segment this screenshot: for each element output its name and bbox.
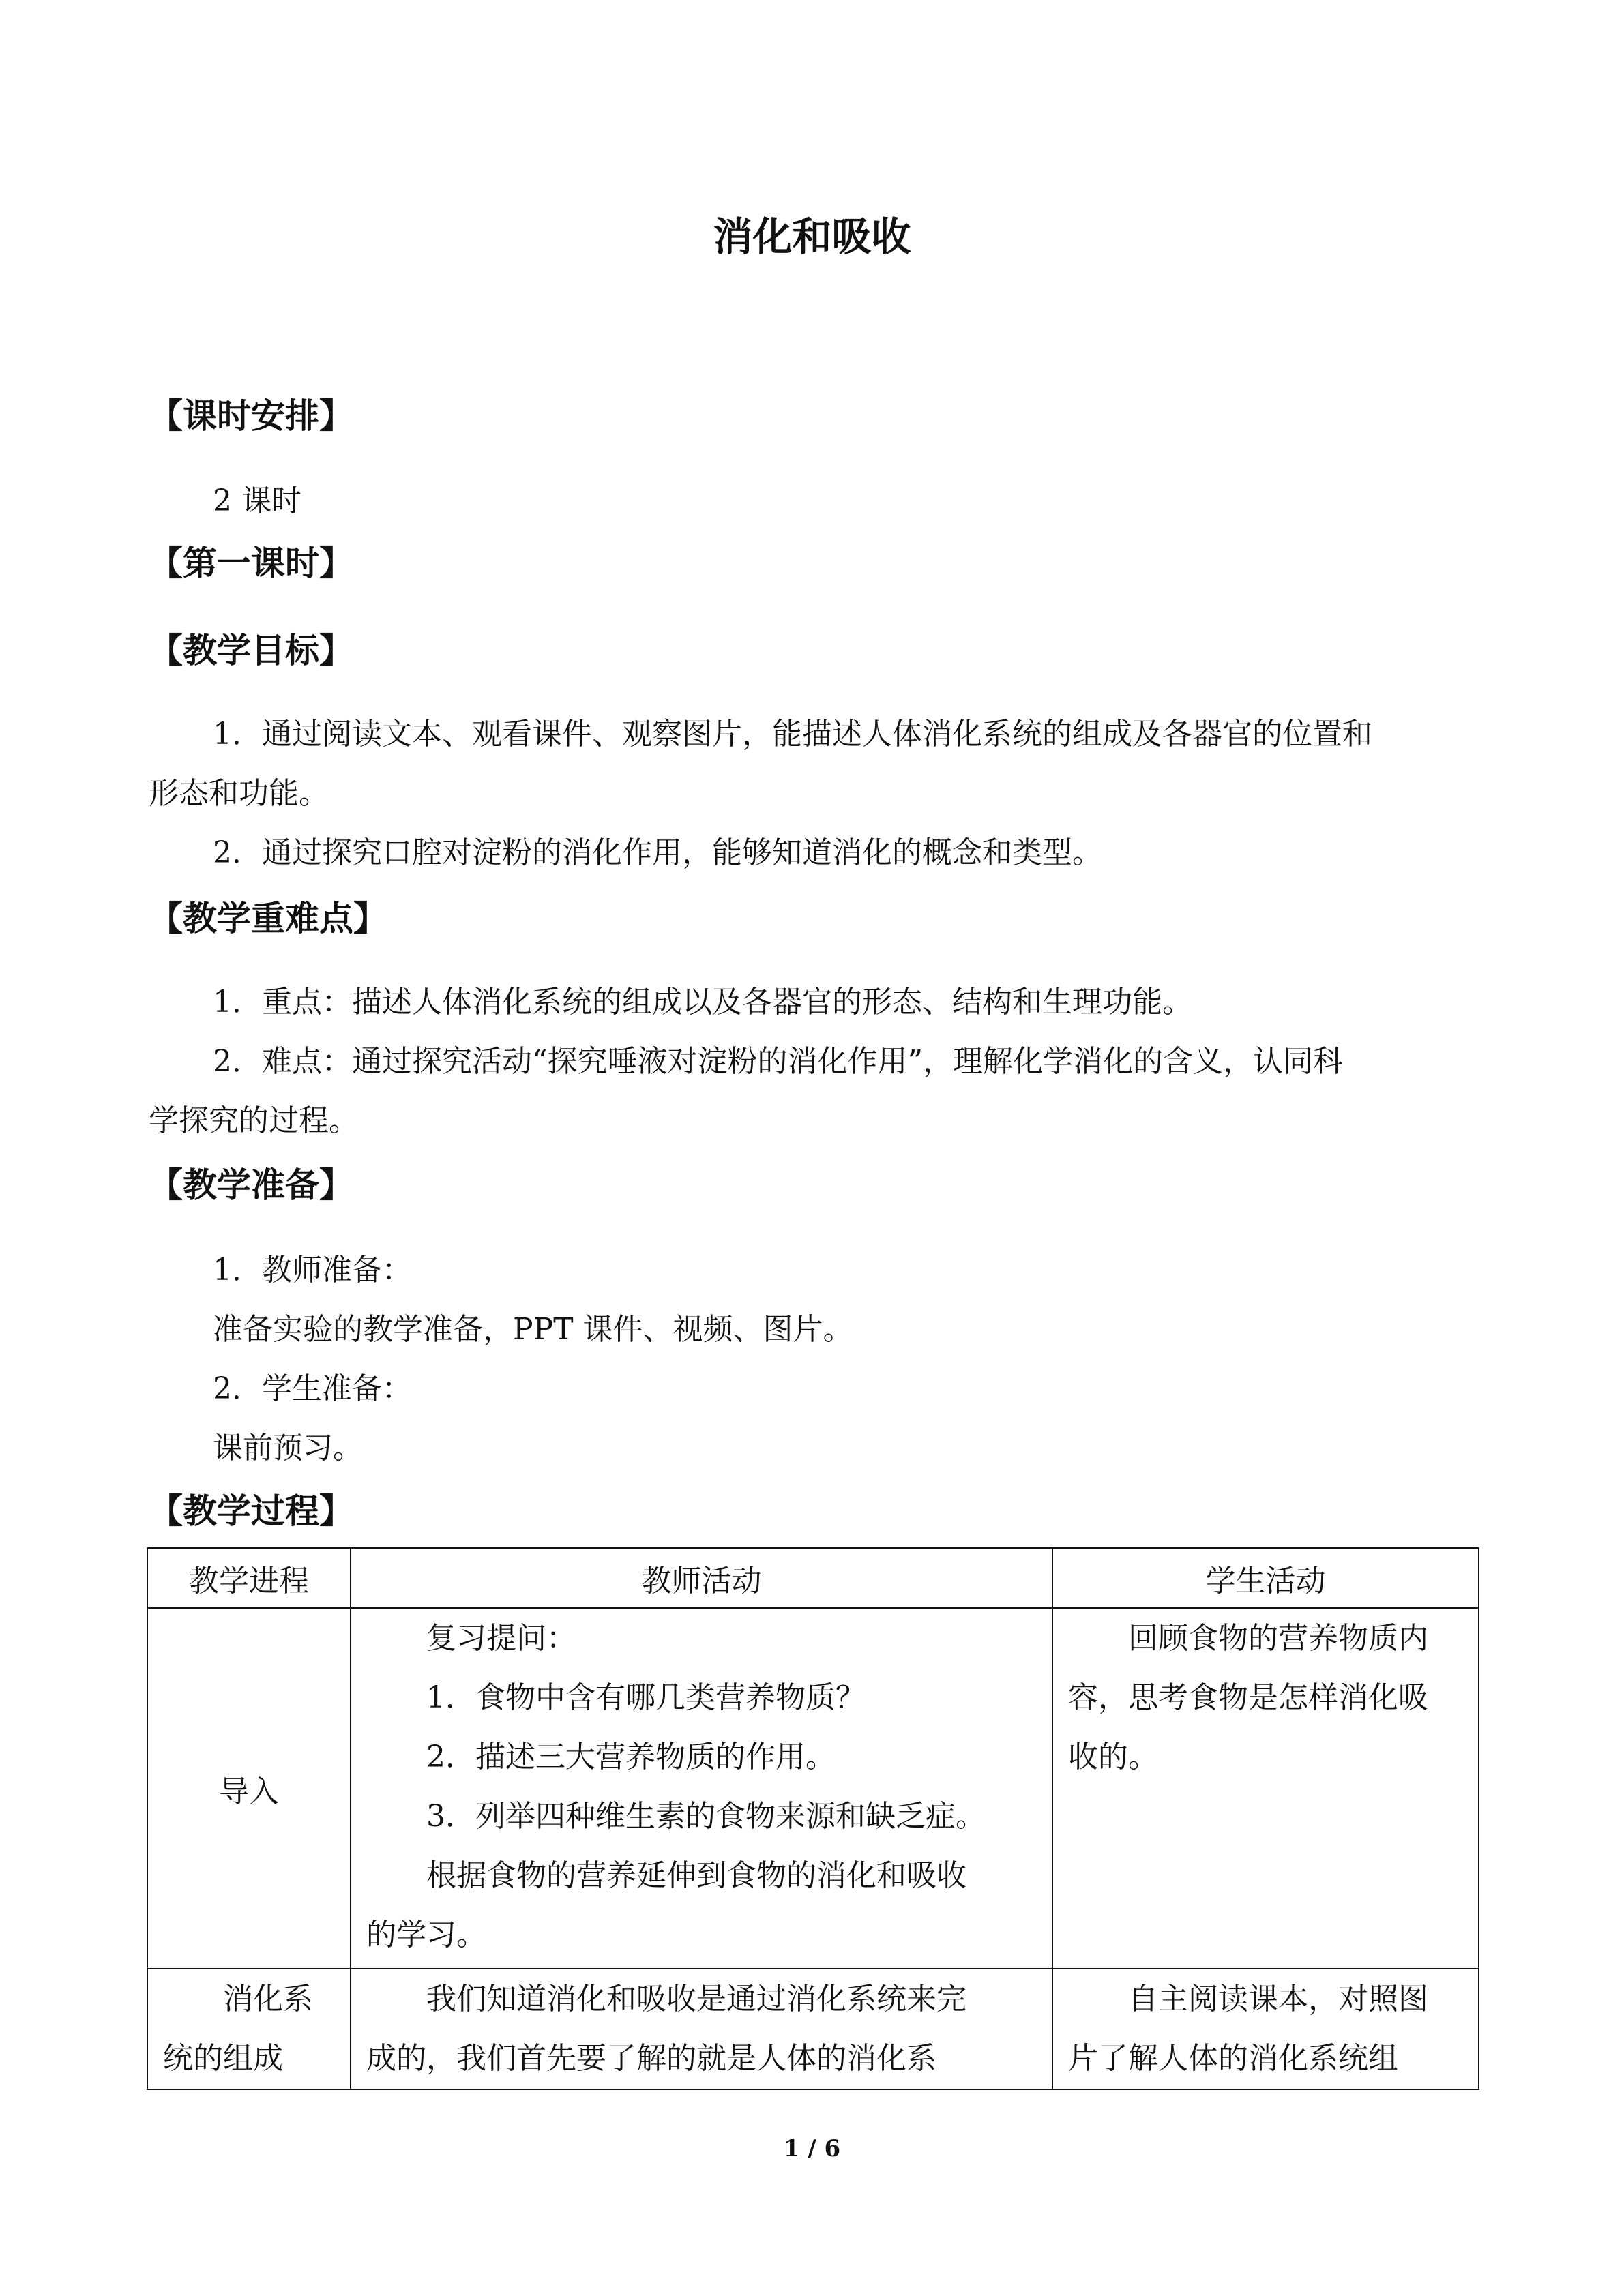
teacher-line: 复习提问：	[426, 1621, 576, 1656]
preparation-line-1: 1．教师准备：	[213, 1253, 412, 1287]
goals-line-1: 1．通过阅读文本、观看课件、观察图片，能描述人体消化系统的组成及各器官的位置和	[213, 717, 1372, 751]
table-header-row	[147, 1548, 1479, 1608]
preparation-line-4: 课前预习。	[213, 1431, 363, 1465]
stage-cell	[147, 1608, 351, 1969]
student-cell	[1052, 1969, 1479, 2089]
student-line: 收的。	[1068, 1740, 1158, 1774]
preparation-line-2: 准备实验的教学准备，PPT 课件、视频、图片。	[213, 1312, 853, 1347]
section-heading-lesson1: 【第一课时】	[149, 543, 353, 583]
table-row	[147, 1969, 1479, 2089]
key-points-line-1: 1．重点：描述人体消化系统的组成以及各器官的形态、结构和生理功能。	[213, 985, 1192, 1019]
student-line: 容，思考食物是怎样消化吸	[1068, 1680, 1428, 1715]
teacher-line: 我们知道消化和吸收是通过消化系统来完	[426, 1982, 966, 2016]
table-row	[147, 1608, 1479, 1969]
stage-label: 消化系	[223, 1982, 313, 2016]
section-heading-goals: 【教学目标】	[149, 631, 353, 670]
student-line: 回顾食物的营养物质内	[1128, 1621, 1428, 1656]
section-heading-schedule: 【课时安排】	[149, 396, 353, 436]
goals-line-3: 2．通过探究口腔对淀粉的消化作用，能够知道消化的概念和类型。	[213, 835, 1102, 870]
document-title: 消化和吸收	[713, 213, 911, 260]
student-line: 自主阅读课本，对照图	[1128, 1982, 1428, 2016]
page-number: 1 / 6	[783, 2135, 841, 2162]
teacher-line: 根据食物的营养延伸到食物的消化和吸收	[426, 1858, 966, 1893]
header-stage: 教学进程	[147, 1548, 351, 1608]
header-teacher: 教师活动	[351, 1548, 1052, 1608]
header-student: 学生活动	[1052, 1548, 1479, 1608]
stage-cell	[147, 1969, 351, 2089]
teacher-line: 2．描述三大营养物质的作用。	[426, 1740, 836, 1774]
section-heading-process: 【教学过程】	[149, 1491, 353, 1531]
key-points-line-3: 学探究的过程。	[149, 1103, 359, 1138]
teacher-line: 1．食物中含有哪几类营养物质？	[426, 1680, 866, 1715]
section-heading-preparation: 【教学准备】	[149, 1165, 353, 1205]
student-cell	[1052, 1608, 1479, 1969]
preparation-line-3: 2．学生准备：	[213, 1371, 412, 1406]
section-heading-key-points: 【教学重难点】	[149, 899, 387, 938]
student-line: 片了解人体的消化系统组	[1068, 2041, 1398, 2076]
key-points-line-2: 2．难点：通过探究活动“探究唾液对淀粉的消化作用”，理解化学消化的含义，认同科	[213, 1044, 1343, 1079]
goals-line-2: 形态和功能。	[149, 776, 329, 811]
teaching-process-table	[147, 1547, 1479, 2090]
teacher-cell	[351, 1608, 1052, 1969]
teacher-cell	[351, 1969, 1052, 2089]
teacher-line: 3．列举四种维生素的食物来源和缺乏症。	[426, 1799, 986, 1834]
stage-label: 导入	[219, 1774, 279, 1809]
schedule-body: 2 课时	[213, 483, 301, 518]
stage-label: 统的组成	[163, 2041, 283, 2076]
teacher-line: 的学习。	[366, 1918, 486, 1952]
teacher-line: 成的，我们首先要了解的就是人体的消化系	[366, 2041, 936, 2076]
